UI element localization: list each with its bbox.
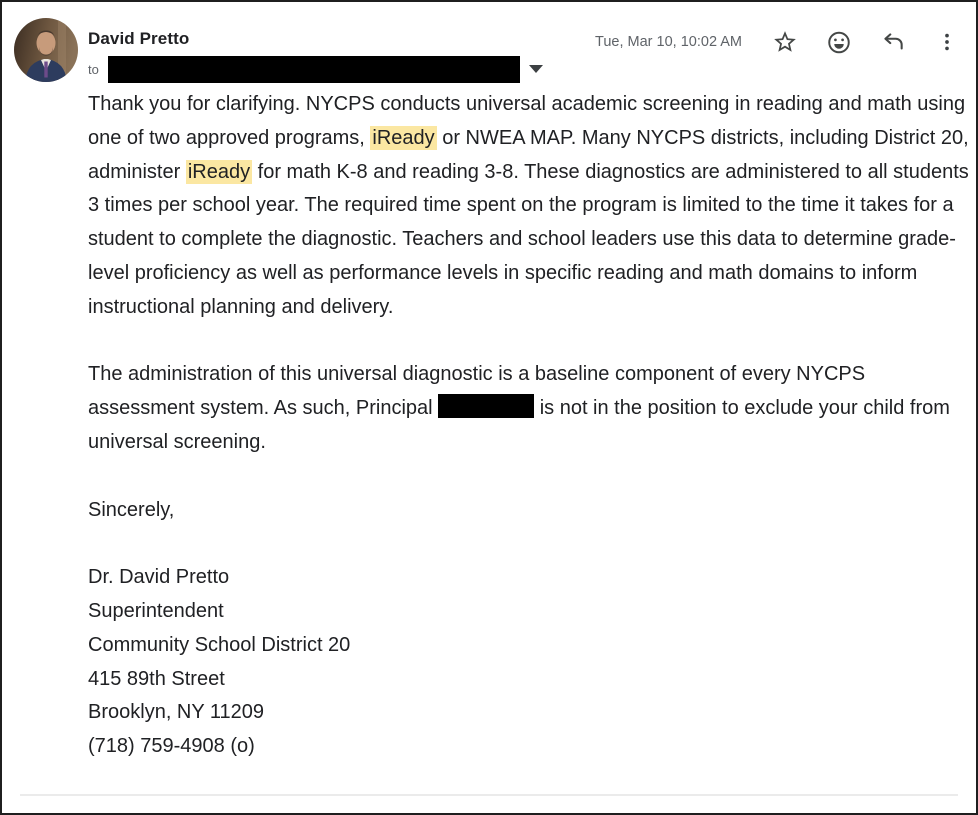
reply-button[interactable] — [880, 29, 906, 55]
avatar[interactable] — [14, 18, 78, 82]
recipient-row — [88, 54, 543, 84]
body-text: or NWEA MAP. Many NYCPS districts, including District 20, administer — [88, 126, 969, 183]
bottom-divider — [20, 794, 958, 796]
paragraph — [88, 494, 970, 528]
body-text: The administration of this universal diagnostic is a baseline component of every NYCPS assessment system. As such, Principal — [88, 363, 866, 420]
header-meta — [595, 25, 960, 59]
more-vertical-icon — [936, 31, 958, 53]
signature-line: 415 89th Street — [88, 667, 225, 690]
reply-icon — [880, 29, 906, 55]
paragraph — [88, 358, 970, 459]
signature-line: Brooklyn, NY 11209 — [88, 701, 265, 724]
timestamp: Tue, Mar 10, 10:02 AM — [595, 34, 742, 50]
paragraph — [88, 88, 970, 325]
signature-line: Community School District 20 — [88, 633, 351, 656]
signature-block — [88, 561, 970, 764]
add-reaction-icon — [826, 29, 852, 56]
signature-line: Dr. David Pretto — [88, 566, 230, 589]
body-text: is not in the position to exclude your child from universal screening. — [88, 397, 950, 453]
body-text: for math K-8 and reading 3-8. These diagnostics are administered to all students 3 times per school year. The required time spent on the program is limited to the time it takes for a student to complete the diagnostic. Teachers and school leaders use this data to determine grade-level proficiency as well as performance levels in specific reading and math domains to inform instructional planning and delivery. — [88, 160, 969, 318]
star-icon — [772, 29, 798, 55]
search-highlight: iReady — [187, 160, 251, 183]
more-options-button[interactable] — [934, 29, 960, 55]
body-text: Thank you for clarifying. NYCPS conducts universal academic screening in reading and math using one of two approved programs, — [88, 93, 966, 149]
sender-name[interactable]: David Pretto — [88, 29, 190, 48]
search-highlight: iReady — [372, 126, 435, 149]
email-body — [88, 88, 970, 798]
avatar-photo — [14, 18, 78, 82]
signature-line: Superintendent — [88, 599, 224, 622]
add-reaction-button[interactable] — [826, 29, 852, 55]
star-button[interactable] — [772, 29, 798, 55]
signature-line: (718) 759-4908 (o) — [88, 735, 255, 758]
show-details-caret-icon[interactable] — [529, 65, 543, 73]
body-text: Sincerely, — [88, 498, 175, 521]
to-label: to — [88, 61, 99, 77]
recipient-redaction-bar — [108, 56, 520, 83]
inline-redaction-bar — [438, 394, 534, 418]
